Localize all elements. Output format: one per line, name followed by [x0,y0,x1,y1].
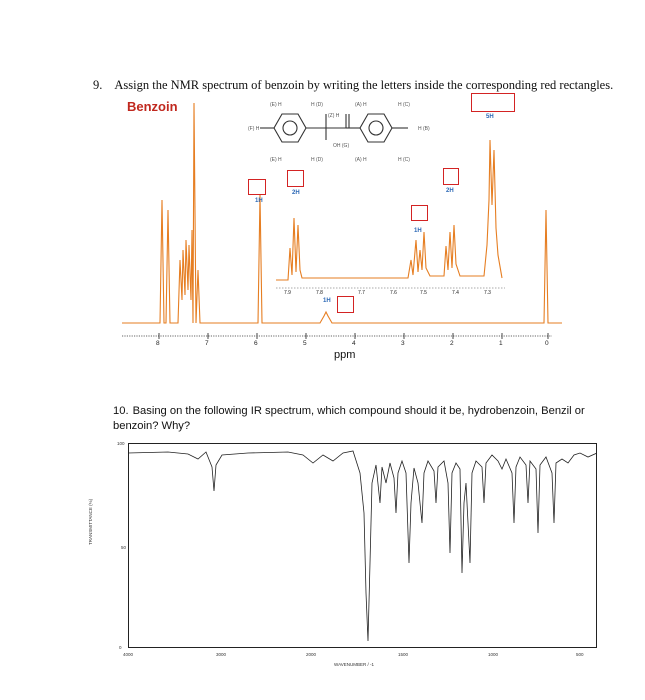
ir-x-tick-1500: 1500 [398,652,409,657]
label-c-h-bot: H (C) [398,157,410,163]
answer-box-5[interactable] [471,93,515,112]
answer-box-6[interactable] [337,296,354,313]
label-a-h-bot: (A) H [355,157,367,163]
label-b-h: H (B) [418,126,430,132]
axis-tick-4: 4 [352,340,356,347]
axis-label-ppm: ppm [334,349,356,361]
label-z-h: (Z) H [328,113,340,119]
ir-y-label: TRANSMITTANCE (%) [88,498,93,545]
ir-x-label: WAVENUMBER / -1 [334,662,375,667]
answer-box-1[interactable] [248,179,266,195]
peak-label-2h-b: 2H [446,188,454,194]
axis-tick-6: 6 [254,340,258,347]
axis-tick-2: 2 [450,340,454,347]
compound-label: Benzoin [127,99,178,114]
ir-x-tick-3000: 3000 [216,652,227,657]
inset-tick-7-7: 7.7 [358,290,365,296]
answer-box-3[interactable] [411,205,428,221]
inset-tick-7-8: 7.8 [316,290,323,296]
question-10 [113,404,593,434]
ir-y-tick-0: 0 [119,645,122,650]
question-10-text: Basing on the following IR spectrum, which compound should it be, hydrobenzoin, Benzil or benzoin? Why? [113,405,585,432]
inset-tick-7-5: 7.5 [420,290,427,296]
label-e-h-bot: (E) H [270,157,282,163]
axis-tick-3: 3 [401,340,405,347]
peak-label-1h-c: 1H [323,298,331,304]
label-e-h-top: (E) H [270,102,282,108]
ir-x-tick-500: 500 [576,652,584,657]
peak-label-1h-b: 1H [414,228,422,234]
axis-tick-8: 8 [156,340,160,347]
label-d-h-bot: H (D) [311,157,323,163]
axis-tick-7: 7 [205,340,209,347]
question-10-number: 10. [113,405,129,417]
axis-tick-1: 1 [499,340,503,347]
peak-label-2h-a: 2H [292,190,300,196]
label-d-h-top: H (D) [311,102,323,108]
ir-spectrum [128,443,597,648]
ir-y-tick-50: 50 [121,545,127,550]
peak-label-5h: 5H [486,114,494,120]
label-c-h-top: H (C) [398,102,410,108]
answer-box-2[interactable] [287,170,304,187]
inset-tick-7-9: 7.9 [284,290,291,296]
label-f-h: (F) H [248,126,260,132]
answer-box-4[interactable] [443,168,459,185]
label-oh-g: OH (G) [333,143,350,149]
peak-label-1h-a: 1H [255,198,263,204]
inset-tick-7-6: 7.6 [390,290,397,296]
ir-x-tick-4000: 4000 [123,652,134,657]
ir-x-tick-2000: 2000 [306,652,317,657]
question-9-text: Assign the NMR spectrum of benzoin by writing the letters inside the corresponding red rectangles. [114,78,614,92]
inset-tick-7-3: 7.3 [484,290,491,296]
axis-tick-0: 0 [545,340,549,347]
inset-tick-7-4: 7.4 [452,290,459,296]
question-9-number: 9. [93,78,103,92]
label-a-h-top: (A) H [355,102,367,108]
ir-y-tick-100: 100 [117,441,125,446]
axis-tick-5: 5 [303,340,307,347]
ir-x-tick-1000: 1000 [488,652,499,657]
